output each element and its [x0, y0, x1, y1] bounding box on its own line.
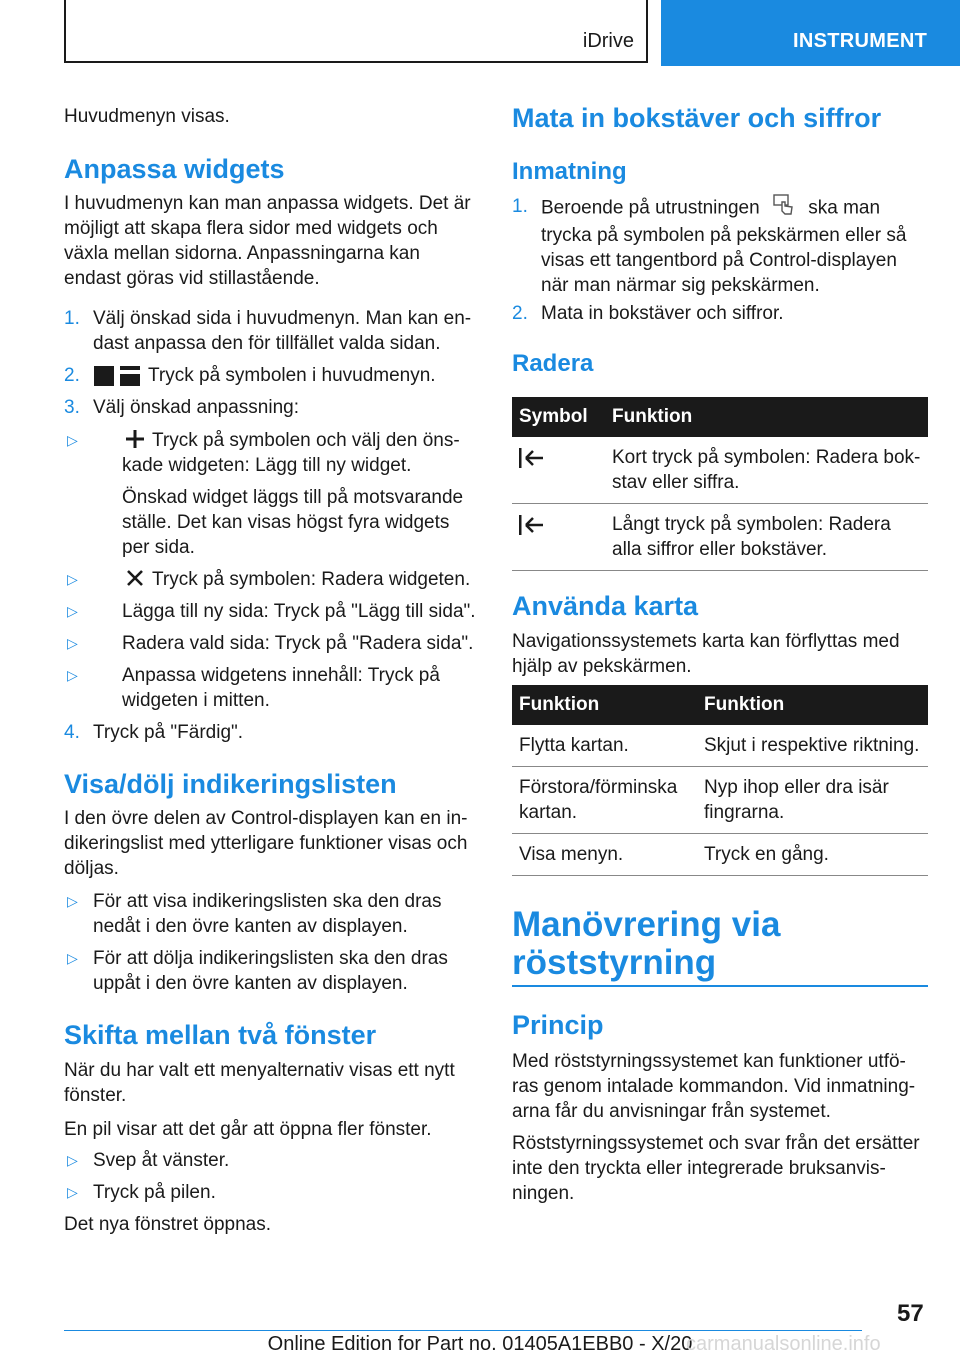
sub-step-note: Önskad widget läggs till på motsvarande ställe. Det kan visas högst fyra widgets per sida.	[122, 487, 464, 558]
table-row	[512, 834, 928, 876]
bullet-text: För att dölja indikeringslisten ska den dras uppåt i den övre kanten av displayen.	[93, 948, 448, 994]
bullet-triangle: ▷	[67, 603, 78, 619]
heading-inmatning: Inmatning	[512, 158, 627, 185]
watermark: carmanualsonline.info	[686, 1333, 881, 1355]
chapter-tab	[661, 0, 960, 66]
table-row	[512, 767, 928, 834]
bullet-triangle: ▷	[67, 1152, 78, 1168]
step-text: Tryck på "Färdig".	[93, 722, 244, 743]
karta-paragraph: Navigationssystemets karta kan förflyttas med hjälp av pekskärmen.	[512, 631, 900, 677]
bullet-triangle: ▷	[67, 635, 78, 651]
step-number: 1.	[64, 308, 80, 329]
touch-icon	[773, 194, 795, 223]
bullet-text: Svep åt vänster.	[93, 1150, 230, 1171]
bullet-triangle: ▷	[67, 893, 78, 909]
step-text: Välj önskad sida i huvudmenyn. Man kan en-dast anpassa den för tillfället valda sidan.	[93, 308, 472, 354]
table-header: Symbol	[512, 397, 605, 437]
heading-widgets: Anpassa widgets	[64, 154, 285, 184]
backspace-icon	[519, 448, 543, 475]
sub-step-text: Lägga till ny sida: Tryck på "Lägg till sida".	[122, 601, 476, 622]
heading-skifta: Skifta mellan två fönster	[64, 1020, 377, 1050]
step-text: Välj önskad anpassning:	[93, 397, 299, 418]
radera-table	[512, 397, 928, 571]
princip-paragraph-1: Med röststyrningssystemet kan funktioner utfö-ras genom intalade kommandon. Vid inmatning-arna får du anvisningar från systemet.	[512, 1051, 916, 1122]
bullet-triangle: ▷	[67, 571, 78, 587]
step-text: Tryck på symbolen i huvudmenyn.	[148, 365, 436, 386]
sub-step-text: Tryck på symbolen och välj den öns-kade widgeten: Lägg till ny widget.	[122, 430, 460, 476]
chapter-tab-label: INSTRUMENT	[793, 30, 928, 52]
step-number: 1.	[512, 196, 528, 217]
step-text-a: Beroende på utrustningen	[541, 197, 760, 219]
table-row	[512, 437, 928, 504]
table-cell: Skjut i respektive riktning.	[697, 725, 928, 767]
table-cell: Nyp ihop eller dra isär fingrarna.	[697, 767, 928, 834]
sub-step-text: Tryck på symbolen: Radera widgeten.	[152, 569, 471, 590]
bullet-text: Tryck på pilen.	[93, 1182, 216, 1203]
bullet-triangle: ▷	[67, 432, 78, 448]
table-row	[512, 725, 928, 767]
table-header: Funktion	[605, 397, 928, 437]
heading-mata: Mata in bokstäver och siffror	[512, 103, 882, 133]
princip-paragraph-2: Röststyrningssystemet och svar från det ersätter inte den tryckta eller integrerade bruksanvis-ningen.	[512, 1133, 920, 1204]
heading-princip: Princip	[512, 1010, 604, 1040]
skifta-paragraph-1: När du har valt ett menyalternativ visas ett nytt fönster.	[64, 1060, 455, 1106]
section-label: iDrive	[582, 30, 634, 52]
table-cell: Förstora/förminska kartan.	[512, 767, 697, 834]
heading-radera: Radera	[512, 350, 594, 377]
karta-table	[512, 685, 928, 876]
heading-manovrering: Manövrering via röststyrning	[512, 905, 781, 982]
table-header: Funktion	[512, 685, 697, 725]
close-icon	[126, 569, 144, 592]
bullet-triangle: ▷	[67, 1184, 78, 1200]
sub-step-text: Radera vald sida: Tryck på "Radera sida".	[122, 633, 474, 654]
step-number: 4.	[64, 722, 80, 743]
skifta-paragraph-2: En pil visar att det går att öppna fler fönster.	[64, 1119, 432, 1140]
step-text	[541, 194, 928, 298]
page-number: 57	[897, 1300, 924, 1327]
table-row	[512, 504, 928, 571]
table-cell: Visa menyn.	[512, 834, 697, 876]
table-cell: Tryck en gång.	[697, 834, 928, 876]
heading-visa: Visa/dölj indikeringslisten	[64, 769, 397, 799]
bullet-triangle: ▷	[67, 950, 78, 966]
table-cell: Flytta kartan.	[512, 725, 697, 767]
intro-text: Huvudmenyn visas.	[64, 106, 230, 127]
widgets-view-icon	[94, 366, 140, 391]
bullet-text: För att visa indikeringslisten ska den dras nedåt i den övre kanten av displayen.	[93, 891, 442, 937]
section-rule	[512, 985, 928, 987]
section-box	[64, 0, 648, 63]
step-number: 2.	[64, 365, 80, 386]
edition-text: Online Edition for Part no. 01405A1EBB0 - X/20	[267, 1333, 693, 1355]
widgets-paragraph: I huvudmenyn kan man anpassa widgets. Det är möjligt att skapa flera sidor med widgets och växla mellan sidorna. Anpassningarna kan endast göras vid stillastående.	[64, 193, 471, 289]
step-text-b: ska man trycka på symbolen på pekskärmen eller så visas ett tangentbord på Control-displayen när man närmar sig pekskärmen.	[541, 197, 907, 296]
page-header	[0, 0, 960, 66]
table-header: Funktion	[697, 685, 928, 725]
bullet-triangle: ▷	[67, 667, 78, 683]
sub-step-text: Anpassa widgetens innehåll: Tryck på widgeten i mitten.	[122, 665, 440, 711]
visa-paragraph: I den övre delen av Control-displayen kan en in-dikeringslist med ytterligare funktioner visas och döljas.	[64, 808, 468, 879]
footer-rule	[64, 1330, 862, 1331]
step-number: 3.	[64, 397, 80, 418]
skifta-end: Det nya fönstret öppnas.	[64, 1214, 272, 1235]
table-cell: Kort tryck på symbolen: Radera bok-stav eller siffra.	[605, 437, 928, 504]
heading-karta: Använda karta	[512, 591, 699, 621]
step-text: Mata in bokstäver och siffror.	[541, 303, 784, 324]
backspace-icon	[519, 515, 543, 542]
table-cell: Långt tryck på symbolen: Radera alla siffror eller bokstäver.	[605, 504, 928, 571]
step-number: 2.	[512, 303, 528, 324]
